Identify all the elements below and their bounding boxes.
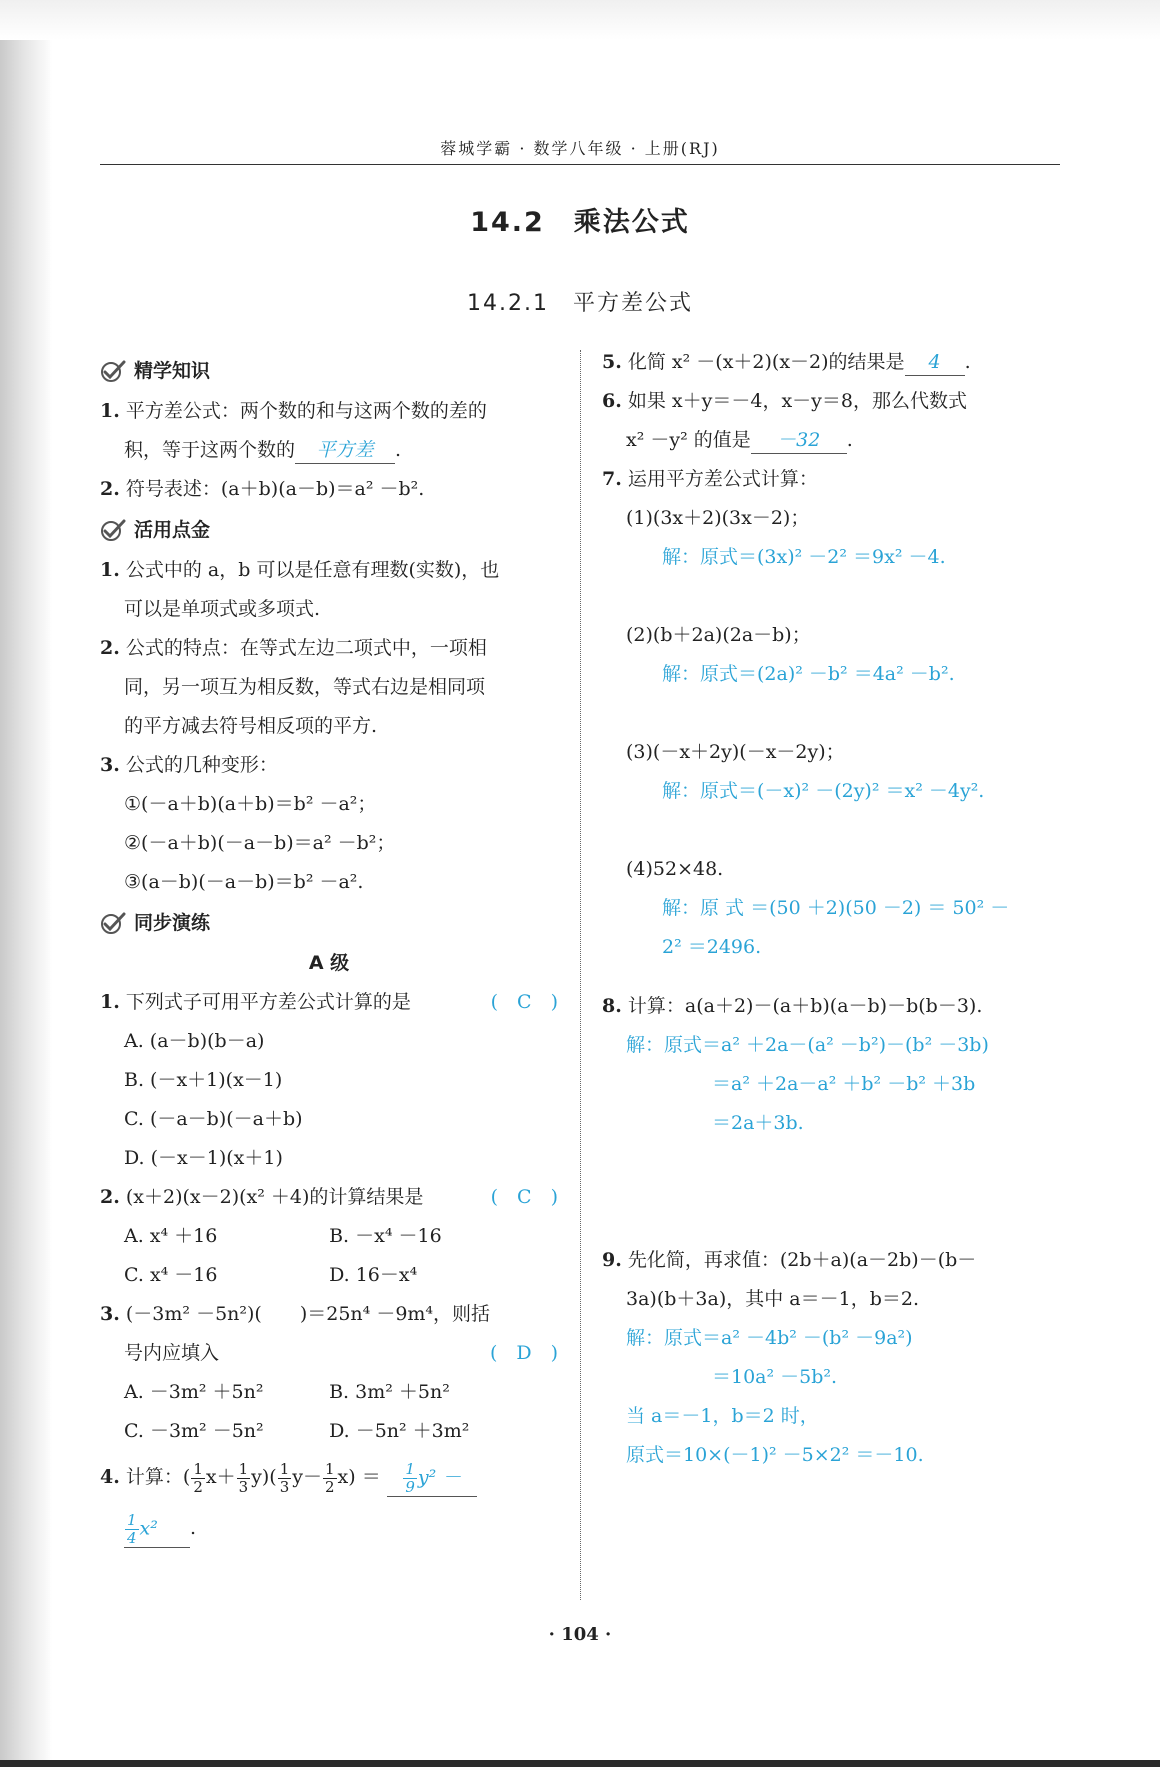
question-1 (100, 983, 558, 1022)
fraction-quarter: $\frac{1}{4}$ (127, 1510, 137, 1547)
answer-blank: 4 (905, 349, 965, 376)
question-9 (602, 1241, 1062, 1280)
question-text: x² －y² 的值是 (626, 429, 751, 451)
item-text: 公式中的 a，b 可以是任意有理数(实数)，也 (125, 559, 500, 581)
option-c: C. －3m² －5n² (124, 1420, 264, 1442)
item-text: 符号表述：(a＋b)(a－b)＝a² －b². (125, 478, 425, 500)
section-heading-label: 活用点金 (134, 518, 211, 541)
sub-question-2: (2)(b＋2a)(2a－b)； (626, 624, 811, 646)
item-text: 公式的几种变形： (125, 754, 278, 776)
options-row (100, 1256, 558, 1295)
sub-question-3: (3)(－x＋2y)(－x－2y)； (626, 741, 845, 763)
knowledge-item-1-cont (100, 431, 558, 470)
bottom-edge-bar (0, 1760, 1160, 1767)
solution-4-cont: 2² ＝2496. (662, 936, 762, 958)
tip-item-2-cont: 同，另一项互为相反数，等式右边是相同项 (124, 676, 486, 698)
solution-9-step-4: 原式＝10×(－1)² －5×2² ＝－10. (626, 1444, 924, 1466)
solution-1: 解：原式＝(3x)² －2² ＝9x² －4. (662, 546, 946, 568)
solution-8-step-3: ＝2a＋3b. (712, 1112, 804, 1134)
page-shadow-left (0, 0, 52, 1767)
solution-9-step-1: 解：原式＝a² －4b² －(b² －9a²) (626, 1327, 913, 1349)
tip-item-3 (100, 746, 558, 785)
question-text: 先化简，再求值：(2b＋a)(a－2b)－(b－ (627, 1249, 977, 1271)
option-b: B. (－x＋1)(x－1) (124, 1069, 283, 1091)
solution-8-step-2: ＝a² ＋2a－a² ＋b² －b² ＋3b (712, 1073, 976, 1095)
subsection-title: 14.2.1 平方差公式 (467, 291, 693, 316)
formula-variant-1: ①(－a＋b)(a＋b)＝b² －a²； (124, 793, 377, 815)
solution-4: 解：原 式 ＝(50 ＋2)(50 －2) ＝ 50² － (662, 897, 1010, 919)
grade-label: A 级 (308, 952, 350, 974)
answer-blank (124, 1512, 190, 1548)
option-b: B. －x⁴ －16 (329, 1225, 442, 1247)
item-number: 2. (100, 637, 120, 659)
section-title: 14.2 乘法公式 (470, 207, 690, 238)
option-c: C. x⁴ －16 (124, 1264, 218, 1286)
question-9-cont: 3a)(b＋3a)，其中 a＝－1，b＝2. (626, 1288, 919, 1310)
item-number: 4. (100, 1466, 120, 1488)
item-number: 6. (602, 390, 622, 412)
page-number: · 104 · (548, 1624, 612, 1645)
fraction-half: $\frac{1}{2}$ (325, 1459, 335, 1496)
option-d: D. 16－x⁴ (329, 1264, 418, 1286)
item-text-end: . (395, 439, 402, 461)
answer-blank (387, 1461, 477, 1497)
option-a: A. －3m² ＋5n² (124, 1381, 264, 1403)
choice-answer: ( C ) (490, 991, 558, 1013)
option-a: A. x⁴ ＋16 (124, 1225, 218, 1247)
item-text-end: . (190, 1517, 197, 1539)
right-column (602, 343, 1062, 1475)
options-row (100, 1217, 558, 1256)
question-text: 下列式子可用平方差公式计算的是 (125, 991, 411, 1013)
sub-question-1: (1)(3x＋2)(3x－2)； (626, 507, 810, 529)
question-text: 号内应填入 (124, 1342, 220, 1364)
page-shadow-top (0, 0, 1160, 40)
answer-blank: －32 (751, 427, 847, 454)
item-number: 1. (100, 991, 120, 1013)
question-text: 运用平方差公式计算： (627, 468, 818, 490)
fraction-half: $\frac{1}{2}$ (193, 1459, 203, 1496)
question-text: 计算：a(a＋2)－(a＋b)(a－b)－b(b－3). (627, 995, 983, 1017)
question-label: 计算： (125, 1466, 183, 1488)
item-number: 9. (602, 1249, 622, 1271)
item-number: 8. (602, 995, 622, 1017)
tip-item-1-cont: 可以是单项式或多项式. (124, 598, 321, 620)
paren-open: ( (269, 1466, 277, 1488)
column-divider (580, 350, 581, 1600)
solution-9-step-3: 当 a＝－1，b＝2 时， (626, 1405, 819, 1427)
paren-close: ) (261, 1466, 270, 1488)
answer-blank: 平方差 (295, 437, 395, 464)
answer-part: y² － (417, 1466, 462, 1488)
item-number: 2. (100, 1186, 120, 1208)
section-heading-label: 精学知识 (134, 359, 211, 382)
solution-8-step-1: 解：原式＝a² ＋2a－(a² －b²)－(b² －3b) (626, 1034, 989, 1056)
question-5 (602, 343, 1062, 382)
question-4-cont (100, 1503, 558, 1553)
paren-open: ( (182, 1466, 191, 1488)
choice-answer: ( C ) (490, 1186, 558, 1208)
item-text: 公式的特点：在等式左边二项式中，一项相 (125, 637, 487, 659)
running-head: 蓉城学霸 · 数学八年级 · 上册(RJ) (440, 139, 720, 158)
item-text-end: . (964, 351, 971, 373)
expr-part: x＋ (205, 1466, 236, 1488)
check-mark-icon (100, 911, 126, 935)
option-d: D. －5n² ＋3m² (329, 1420, 470, 1442)
left-column (100, 350, 558, 1553)
paren-close: ) (348, 1466, 356, 1488)
question-text: (x＋2)(x－2)(x² ＋4)的计算结果是 (125, 1186, 424, 1208)
solution-3: 解：原式＝(－x)² －(2y)² ＝x² －4y². (662, 780, 985, 802)
expr-part: y (251, 1466, 262, 1488)
fraction-ninth: $\frac{1}{9}$ (405, 1459, 415, 1496)
equals-sign: ＝ (361, 1466, 381, 1488)
question-6 (602, 382, 1062, 421)
question-7 (602, 460, 1062, 499)
question-3 (100, 1295, 558, 1334)
option-a: A. (a－b)(b－a) (124, 1030, 265, 1052)
item-number: 3. (100, 1303, 120, 1325)
item-number: 1. (100, 400, 120, 422)
section-heading-label: 同步演练 (134, 911, 211, 934)
question-text: 化简 x² －(x＋2)(x－2)的结果是 (627, 351, 905, 373)
tip-item-1 (100, 551, 558, 590)
item-number: 5. (602, 351, 622, 373)
knowledge-item-1 (100, 392, 558, 431)
question-6-cont (602, 421, 1062, 460)
section-heading-tips (100, 509, 558, 551)
formula-variant-2: ②(－a＋b)(－a－b)＝a² －b²； (124, 832, 396, 854)
item-text: 积，等于这两个数的 (124, 439, 296, 461)
question-2 (100, 1178, 558, 1217)
check-mark-icon (100, 518, 126, 542)
tip-item-2 (100, 629, 558, 668)
answer-part: x² (139, 1517, 158, 1539)
question-text: (－3m² －5n²)( )＝25n⁴ －9m⁴，则括 (125, 1303, 491, 1325)
check-mark-icon (100, 359, 126, 383)
question-4 (100, 1451, 558, 1503)
options-row (100, 1412, 558, 1451)
solution-2: 解：原式＝(2a)² －b² ＝4a² －b². (662, 663, 955, 685)
formula-variant-3: ③(a－b)(－a－b)＝b² －a². (124, 871, 364, 893)
question-text: 如果 x＋y＝－4，x－y＝8，那么代数式 (627, 390, 968, 412)
option-d: D. (－x－1)(x＋1) (124, 1147, 283, 1169)
knowledge-item-2 (100, 470, 558, 509)
choice-answer: ( D ) (489, 1342, 558, 1364)
section-heading-knowledge (100, 350, 558, 392)
item-text: 平方差公式：两个数的和与这两个数的差的 (125, 400, 487, 422)
options-row (100, 1373, 558, 1412)
item-number: 7. (602, 468, 622, 490)
item-number: 1. (100, 559, 120, 581)
option-b: B. 3m² ＋5n² (329, 1381, 450, 1403)
fraction-third: $\frac{1}{3}$ (238, 1459, 249, 1496)
option-c: C. (－a－b)(－a＋b) (124, 1108, 303, 1130)
sub-question-4: (4)52×48. (626, 858, 724, 880)
question-3-cont (100, 1334, 558, 1373)
item-text-end: . (846, 429, 853, 451)
fraction-third: $\frac{1}{3}$ (279, 1459, 290, 1496)
solution-9-step-2: ＝10a² －5b². (712, 1366, 838, 1388)
expr-part: x (337, 1466, 349, 1488)
header-rule (100, 164, 1060, 165)
tip-item-2-cont: 的平方减去符号相反项的平方. (124, 715, 378, 737)
expr-part: y－ (292, 1466, 322, 1488)
question-8 (602, 987, 1062, 1026)
item-number: 2. (100, 478, 120, 500)
section-heading-practice (100, 902, 558, 944)
item-number: 3. (100, 754, 120, 776)
